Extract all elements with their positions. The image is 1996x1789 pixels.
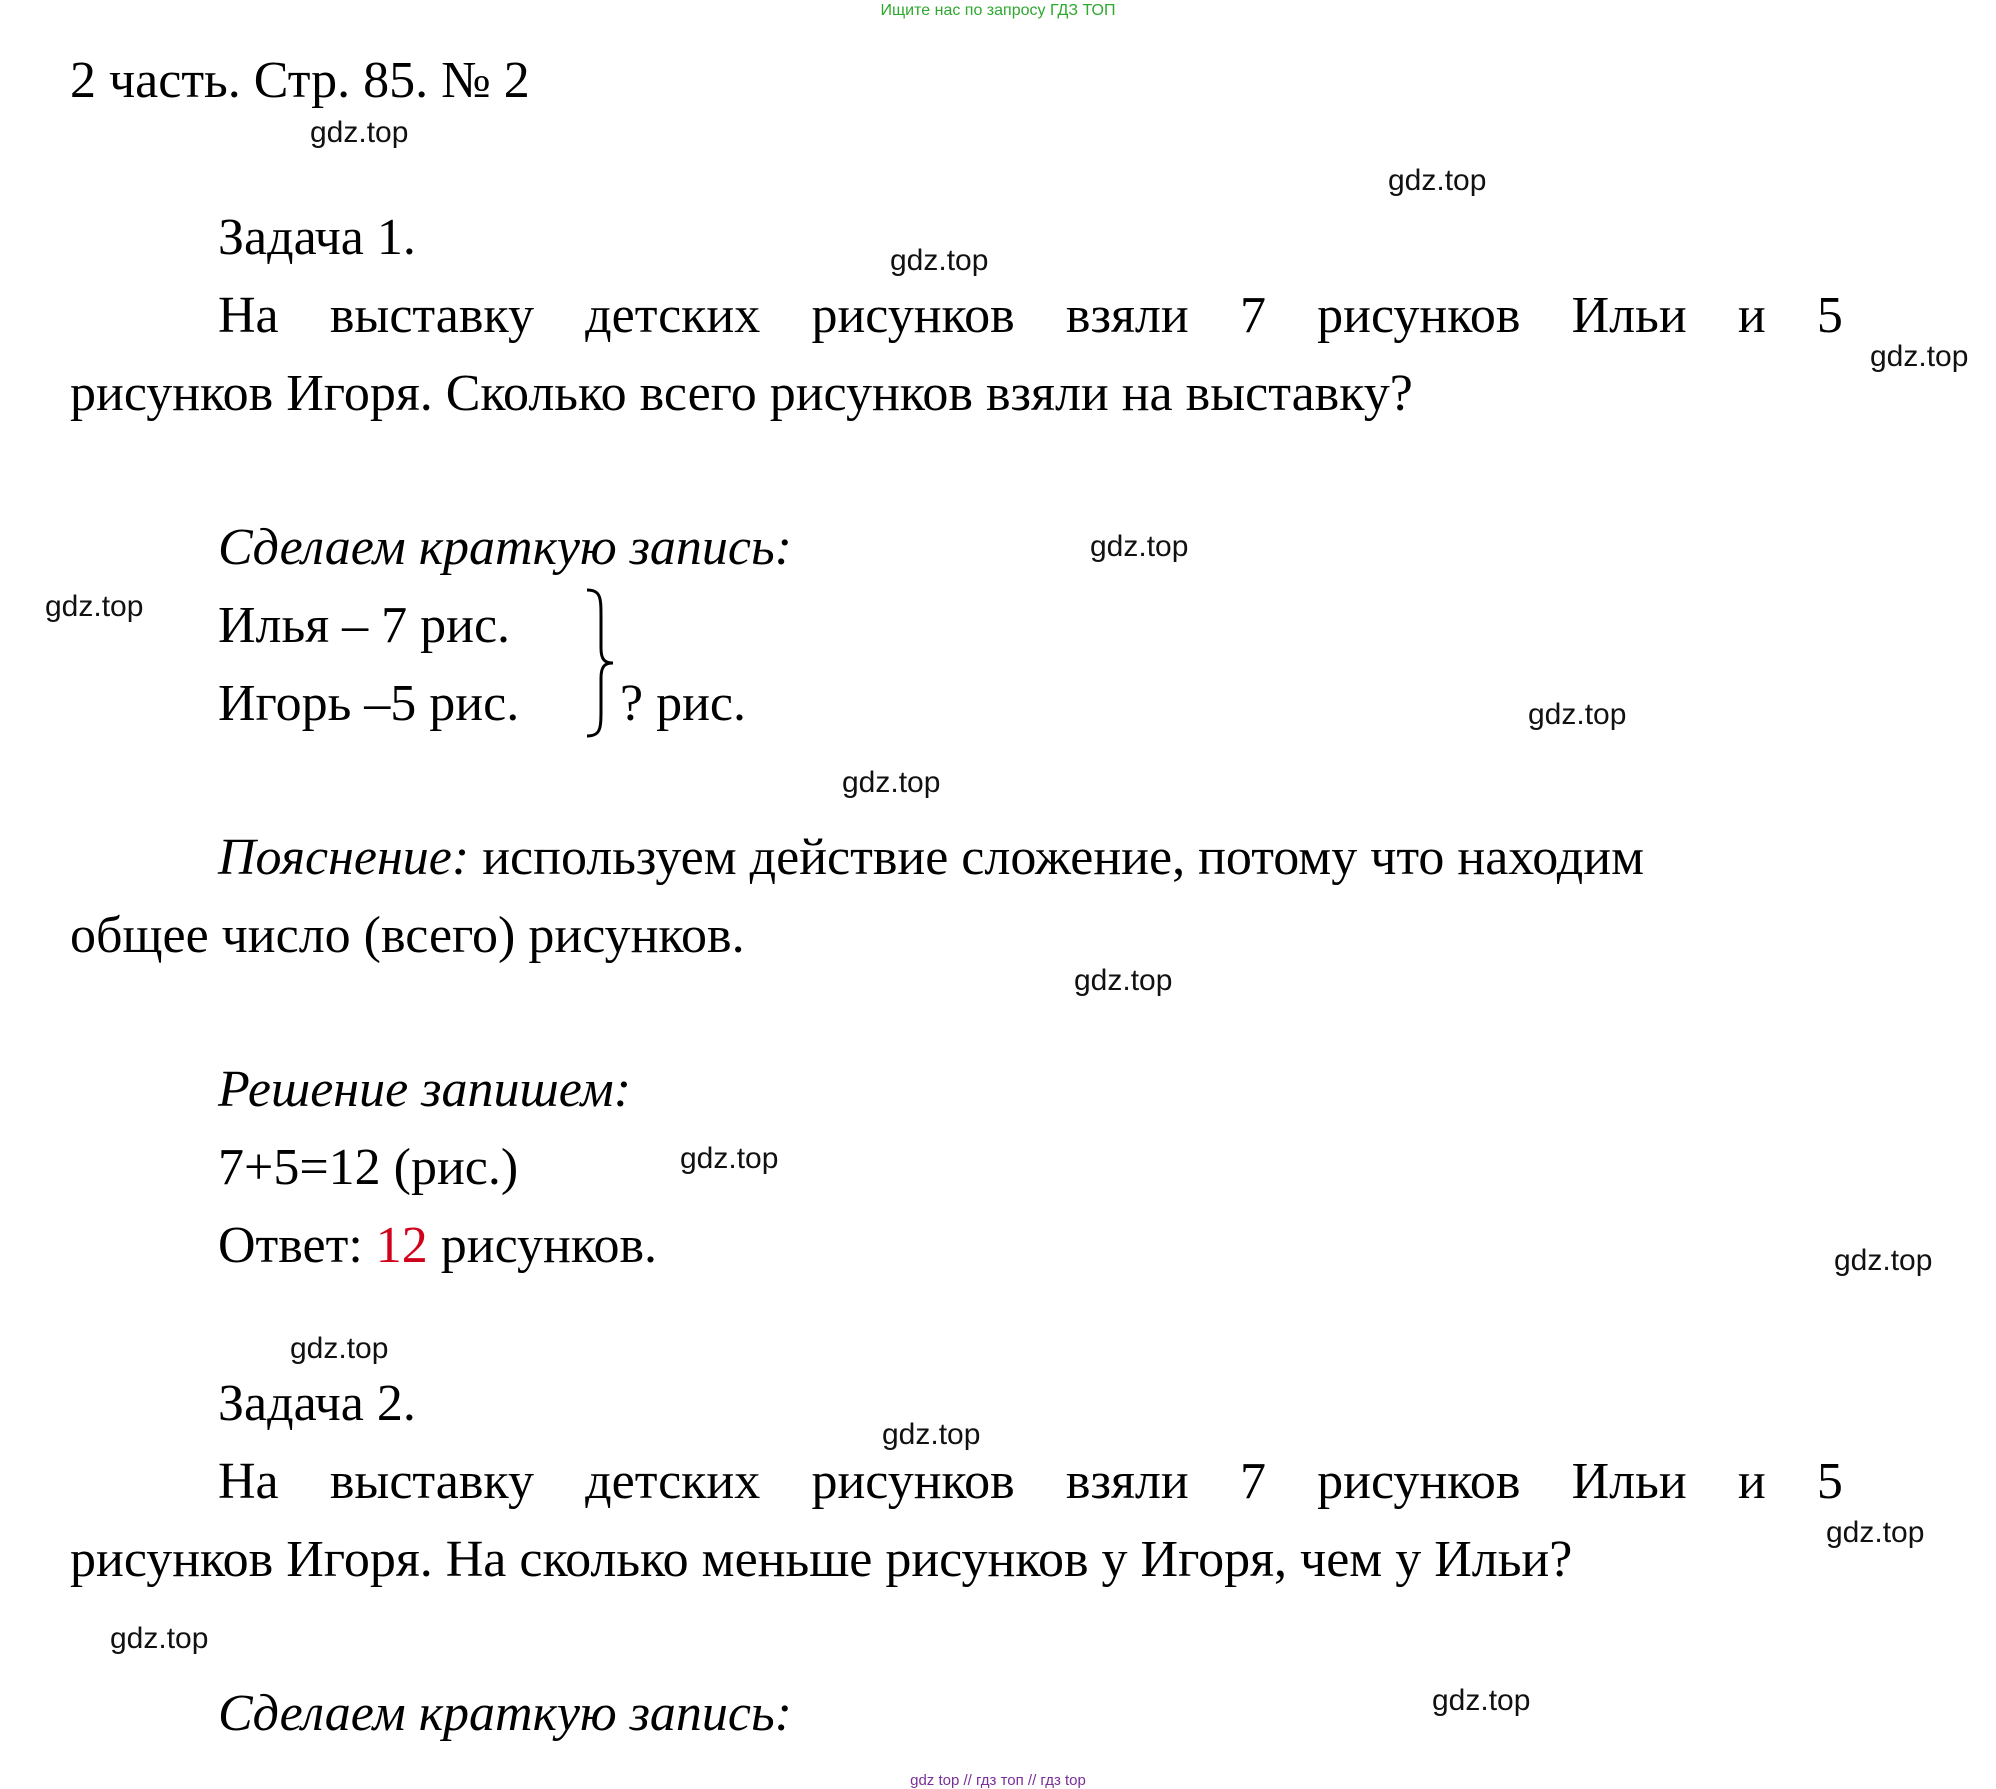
curly-brace xyxy=(585,588,615,738)
task1-explanation xyxy=(218,829,1645,886)
word: Ильи xyxy=(1571,1453,1687,1510)
task1-note-line2: Игорь –5 рис. xyxy=(218,675,520,732)
word: выставку xyxy=(329,1453,534,1510)
explanation-label: Пояснение: xyxy=(218,829,470,886)
top-search-banner: Ищите нас по запросу ГДЗ ТОП xyxy=(880,2,1116,19)
word: 7 xyxy=(1239,1453,1266,1510)
word: взяли xyxy=(1065,1453,1189,1510)
task2-title: Задача 2. xyxy=(218,1375,416,1432)
watermark: gdz.top xyxy=(110,1622,209,1655)
task2-short-note-label: Сделаем краткую запись: xyxy=(218,1685,792,1742)
word: рисунков xyxy=(1317,287,1521,344)
watermark: gdz.top xyxy=(1432,1684,1531,1717)
task2-text-line1 xyxy=(218,1453,1843,1510)
answer-prefix: Ответ: xyxy=(218,1217,376,1274)
task1-solution: 7+5=12 (рис.) xyxy=(218,1139,519,1196)
word: 5 xyxy=(1816,287,1843,344)
watermark: gdz.top xyxy=(290,1332,389,1365)
watermark: gdz.top xyxy=(882,1418,981,1451)
word: и xyxy=(1737,287,1766,344)
bottom-banner: gdz top // гдз топ // гдз top xyxy=(910,1772,1086,1789)
watermark: gdz.top xyxy=(890,244,989,277)
watermark: gdz.top xyxy=(310,116,409,149)
word: взяли xyxy=(1065,287,1189,344)
word: Ильи xyxy=(1571,287,1687,344)
word: и xyxy=(1737,1453,1766,1510)
watermark: gdz.top xyxy=(680,1142,779,1175)
watermark: gdz.top xyxy=(1090,530,1189,563)
answer-suffix: рисунков. xyxy=(427,1217,658,1274)
task1-note-total: ? рис. xyxy=(620,675,746,732)
watermark: gdz.top xyxy=(1074,964,1173,997)
word: 5 xyxy=(1816,1453,1843,1510)
task1-answer xyxy=(218,1217,658,1274)
word: рисунков xyxy=(811,1453,1015,1510)
task1-text-line2: рисунков Игоря. Сколько всего рисунков взяли на выставку? xyxy=(70,365,1413,422)
task2-text-line2: рисунков Игоря. На сколько меньше рисунков у Игоря, чем у Ильи? xyxy=(70,1531,1573,1588)
watermark: gdz.top xyxy=(1870,340,1969,373)
watermark: gdz.top xyxy=(1834,1244,1933,1277)
task1-explanation-line2: общее число (всего) рисунков. xyxy=(70,907,745,964)
page-heading: 2 часть. Стр. 85. № 2 xyxy=(70,52,530,109)
word: выставку xyxy=(329,287,534,344)
watermark: gdz.top xyxy=(1826,1516,1925,1549)
watermark: gdz.top xyxy=(45,590,144,623)
task1-text-line1 xyxy=(218,287,1843,344)
word: На xyxy=(218,1453,279,1510)
explanation-text: используем действие сложение, потому что находим xyxy=(469,829,1645,886)
word: рисунков xyxy=(811,287,1015,344)
watermark: gdz.top xyxy=(1528,698,1627,731)
task1-title: Задача 1. xyxy=(218,209,416,266)
watermark: gdz.top xyxy=(1388,164,1487,197)
word: детских xyxy=(585,287,761,344)
task1-note-line1: Илья – 7 рис. xyxy=(218,597,511,654)
answer-value: 12 xyxy=(375,1217,428,1274)
word: 7 xyxy=(1239,287,1266,344)
watermark: gdz.top xyxy=(842,766,941,799)
task1-short-note-label: Сделаем краткую запись: xyxy=(218,519,792,576)
word: На xyxy=(218,287,279,344)
word: детских xyxy=(585,1453,761,1510)
task1-solution-label: Решение запишем: xyxy=(218,1061,632,1118)
word: рисунков xyxy=(1317,1453,1521,1510)
